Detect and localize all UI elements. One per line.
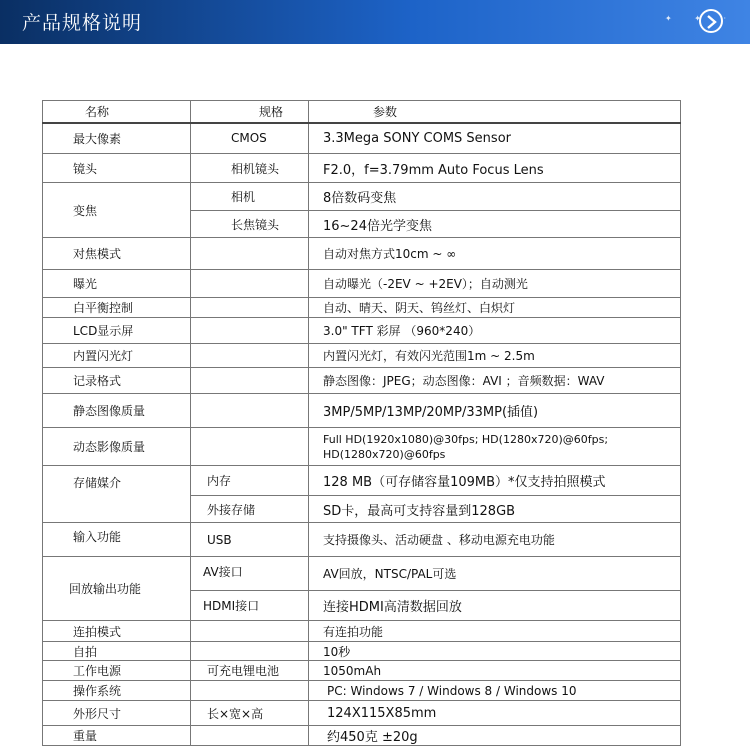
row-param: 3.0" TFT 彩屏 （960*240） bbox=[309, 318, 681, 344]
table-row bbox=[43, 642, 681, 661]
row-name: 操作系统 bbox=[43, 681, 191, 701]
row-spec bbox=[191, 368, 309, 394]
row-name: 内置闪光灯 bbox=[43, 344, 191, 368]
page-title: 产品规格说明 bbox=[22, 12, 143, 34]
table-row bbox=[43, 270, 681, 298]
row-param: Full HD(1920x1080)@30fps; HD(1280x720)@60fps; HD(1280x720)@60fps bbox=[309, 428, 681, 466]
row-spec: 可充电锂电池 bbox=[191, 661, 309, 681]
row-name: 外形尺寸 bbox=[43, 701, 191, 726]
row-name: 连拍模式 bbox=[43, 621, 191, 642]
table-row bbox=[43, 726, 681, 746]
row-param: 10秒 bbox=[309, 642, 681, 661]
row-name: 镜头 bbox=[43, 154, 191, 183]
row-param: 约450克 ±20g bbox=[309, 726, 681, 746]
sparkle-icon: ✦ ✦ · bbox=[665, 14, 737, 23]
row-param: 16~24倍光学变焦 bbox=[309, 211, 681, 238]
row-name: 输入功能 bbox=[43, 523, 191, 557]
row-param: 自动对焦方式10cm ~ ∞ bbox=[309, 238, 681, 270]
row-name: 动态影像质量 bbox=[43, 428, 191, 466]
row-param: PC: Windows 7 / Windows 8 / Windows 10 bbox=[309, 681, 681, 701]
row-spec bbox=[191, 394, 309, 428]
row-spec: 内存 bbox=[191, 466, 309, 496]
row-param: 有连拍功能 bbox=[309, 621, 681, 642]
row-name: 最大像素 bbox=[43, 123, 191, 154]
table-row bbox=[43, 681, 681, 701]
row-name: 静态图像质量 bbox=[43, 394, 191, 428]
row-param: 内置闪光灯，有效闪光范围1m ~ 2.5m bbox=[309, 344, 681, 368]
table-row bbox=[43, 428, 681, 466]
row-name: 回放输出功能 bbox=[43, 557, 191, 621]
table-row bbox=[43, 557, 681, 591]
row-param: SD卡，最高可支持容量到128GB bbox=[309, 496, 681, 523]
table-row bbox=[43, 318, 681, 344]
row-spec: 长焦镜头 bbox=[191, 211, 309, 238]
table-row bbox=[43, 661, 681, 681]
row-spec: 相机镜头 bbox=[191, 154, 309, 183]
row-name: 存储媒介 bbox=[43, 466, 191, 523]
row-name: 工作电源 bbox=[43, 661, 191, 681]
row-param: 支持摄像头、活动硬盘 、移动电源充电功能 bbox=[309, 523, 681, 557]
column-header-name: 名称 bbox=[43, 101, 191, 123]
row-name: 重量 bbox=[43, 726, 191, 746]
table-row bbox=[43, 344, 681, 368]
row-spec bbox=[191, 428, 309, 466]
table-row bbox=[43, 466, 681, 496]
row-name: 白平衡控制 bbox=[43, 298, 191, 318]
table-row bbox=[43, 394, 681, 428]
row-spec bbox=[191, 238, 309, 270]
row-spec: HDMI接口 bbox=[191, 591, 309, 621]
row-name: 变焦 bbox=[43, 183, 191, 238]
row-param: F2.0，f=3.79mm Auto Focus Lens bbox=[309, 154, 681, 183]
table-row bbox=[43, 621, 681, 642]
table-row bbox=[43, 183, 681, 211]
row-param: 3.3Mega SONY COMS Sensor bbox=[309, 123, 681, 154]
row-param: 连接HDMI高清数据回放 bbox=[309, 591, 681, 621]
row-name: 记录格式 bbox=[43, 368, 191, 394]
row-spec bbox=[191, 726, 309, 746]
row-param: 自动、晴天、阴天、钨丝灯、白炽灯 bbox=[309, 298, 681, 318]
row-param: 8倍数码变焦 bbox=[309, 183, 681, 211]
row-spec bbox=[191, 642, 309, 661]
row-param: 静态图像：JPEG；动态图像：AVI ；音频数据：WAV bbox=[309, 368, 681, 394]
row-param: 1050mAh bbox=[309, 661, 681, 681]
row-param: 124X115X85mm bbox=[309, 701, 681, 726]
row-spec: USB bbox=[191, 523, 309, 557]
row-spec bbox=[191, 270, 309, 298]
header-bar bbox=[0, 0, 750, 44]
row-spec bbox=[191, 318, 309, 344]
row-spec: 长×宽×高 bbox=[191, 701, 309, 726]
row-param: 自动曝光（-2EV ~ +2EV）；自动测光 bbox=[309, 270, 681, 298]
table-row bbox=[43, 523, 681, 557]
row-spec bbox=[191, 621, 309, 642]
table-header-row bbox=[43, 101, 681, 123]
row-spec bbox=[191, 681, 309, 701]
table-row bbox=[43, 368, 681, 394]
table-row bbox=[43, 123, 681, 154]
row-spec: 外接存储 bbox=[191, 496, 309, 523]
row-spec: 相机 bbox=[191, 183, 309, 211]
row-spec: AV接口 bbox=[191, 557, 309, 591]
row-param: AV回放，NTSC/PAL可选 bbox=[309, 557, 681, 591]
row-spec bbox=[191, 298, 309, 318]
column-header-spec: 规格 bbox=[191, 101, 309, 123]
row-name: 对焦模式 bbox=[43, 238, 191, 270]
row-name: 自拍 bbox=[43, 642, 191, 661]
table-row bbox=[43, 298, 681, 318]
row-param: 3MP/5MP/13MP/20MP/33MP(插值) bbox=[309, 394, 681, 428]
table-row bbox=[43, 238, 681, 270]
row-name: LCD显示屏 bbox=[43, 318, 191, 344]
row-spec: CMOS bbox=[191, 123, 309, 154]
next-arrow-icon[interactable] bbox=[699, 9, 723, 33]
column-header-param: 参数 bbox=[309, 101, 681, 123]
row-name: 曝光 bbox=[43, 270, 191, 298]
table-row bbox=[43, 701, 681, 726]
row-param: 128 MB（可存储容量109MB）*仅支持拍照模式 bbox=[309, 466, 681, 496]
row-spec bbox=[191, 344, 309, 368]
table-row bbox=[43, 154, 681, 183]
spec-table bbox=[42, 100, 681, 746]
